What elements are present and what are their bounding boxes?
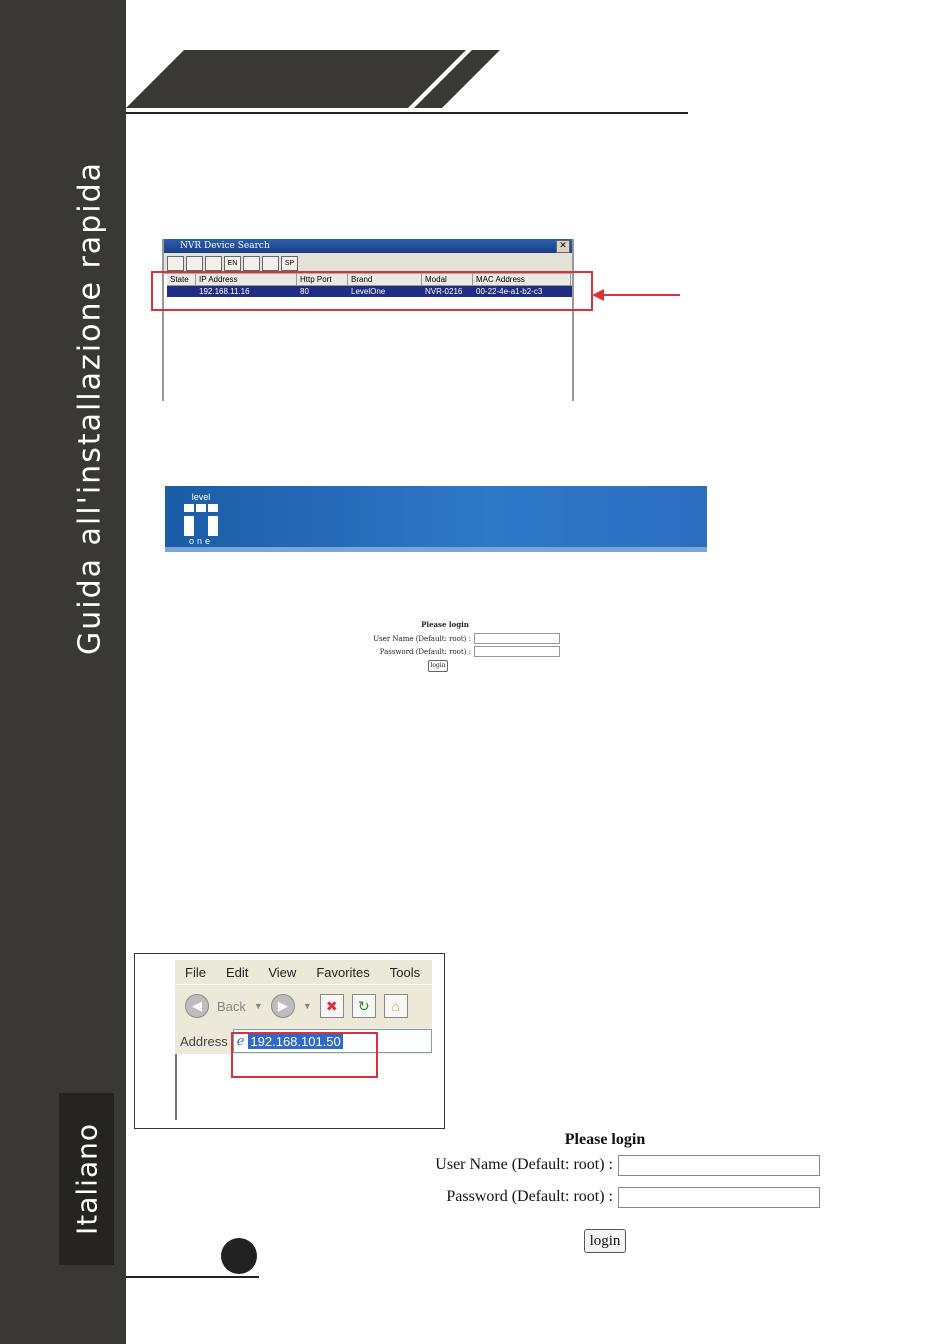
username-row	[410, 1149, 820, 1181]
logo-text-bottom: one	[188, 536, 214, 546]
search-tool-button[interactable]	[167, 256, 184, 271]
address-highlight-box	[231, 1032, 378, 1078]
banner-stripe	[165, 547, 707, 552]
address-label: Address	[180, 1033, 228, 1049]
browser-toolbar	[175, 984, 432, 1027]
column-mac-address[interactable]: MAC Address	[473, 274, 571, 285]
levelone-banner	[165, 486, 707, 552]
header-rule	[126, 112, 688, 114]
address-value: 192.168.101.50	[250, 1033, 341, 1049]
english-tool-button[interactable]: EN	[224, 256, 241, 271]
password-row	[330, 645, 560, 658]
back-label[interactable]: Back	[217, 998, 246, 1014]
login-title: Please login	[564, 1131, 646, 1148]
dropdown-icon[interactable]: ▼	[302, 1001, 312, 1011]
cell-ip-address: 192.168.11.16	[199, 287, 250, 296]
footer-rule	[126, 1276, 259, 1278]
username-row	[330, 632, 560, 645]
nvr-window-titlebar	[164, 239, 572, 253]
language-label: Italiano	[70, 1123, 103, 1235]
column-http-port[interactable]: Http Port	[297, 274, 348, 285]
dropdown-icon[interactable]: ▼	[253, 1001, 263, 1011]
column-ip-address[interactable]: IP Address	[196, 274, 297, 285]
stop-icon[interactable]: ✖	[320, 994, 344, 1018]
password-row	[410, 1181, 820, 1213]
login-form-large	[410, 1131, 820, 1249]
cell-mac-address: 00-22-4e-a1-b2-c3	[476, 287, 543, 296]
refresh-icon[interactable]: ↻	[352, 994, 376, 1018]
username-label: User Name (Default: root) :	[435, 1156, 613, 1173]
login-button[interactable]: login	[428, 660, 448, 672]
page-icon: ℯ	[236, 1033, 245, 1048]
header-bar-large	[126, 50, 466, 108]
username-input[interactable]	[618, 1155, 820, 1176]
cell-modal: NVR-0216	[425, 287, 463, 296]
back-arrow-icon[interactable]: ◀	[185, 994, 209, 1018]
arrow-icon	[590, 286, 682, 304]
page-number-marker	[221, 1238, 257, 1274]
browser-screenshot	[134, 953, 445, 1129]
menu-edit[interactable]: Edit	[225, 965, 249, 980]
login-title: Please login	[421, 620, 469, 629]
header-graphic	[126, 46, 696, 118]
nvr-device-search-window	[162, 239, 574, 401]
language-b-tool-button[interactable]	[262, 256, 279, 271]
login-button[interactable]: login	[584, 1229, 626, 1253]
browser-menu-bar	[175, 960, 432, 984]
menu-file[interactable]: File	[185, 965, 206, 980]
globe-tool-button[interactable]	[205, 256, 222, 271]
menu-tools[interactable]: Tools	[389, 965, 421, 980]
logo-text-top: level	[191, 492, 211, 502]
password-input[interactable]	[474, 646, 560, 657]
logo-mark	[184, 504, 218, 536]
column-brand[interactable]: Brand	[348, 274, 422, 285]
username-input[interactable]	[474, 633, 560, 644]
sidebar-title: Guida all'installazione rapida	[72, 160, 108, 656]
menu-favorites[interactable]: Favorites	[316, 965, 370, 980]
column-state[interactable]: State	[167, 274, 196, 285]
password-label: Password (Default: root) :	[379, 647, 471, 656]
nvr-window-title: NVR Device Search	[180, 241, 270, 251]
highlight-box	[151, 271, 593, 311]
language-a-tool-button[interactable]	[243, 256, 260, 271]
password-input[interactable]	[618, 1187, 820, 1208]
column-modal[interactable]: Modal	[422, 274, 473, 285]
cell-http-port: 80	[300, 287, 309, 296]
list-tool-button[interactable]	[186, 256, 203, 271]
close-icon[interactable]: ✕	[556, 240, 570, 253]
login-form-small	[330, 620, 560, 672]
cell-brand: LevelOne	[351, 287, 386, 296]
menu-view[interactable]: View	[268, 965, 297, 980]
language-tab	[59, 1093, 114, 1265]
spanish-tool-button[interactable]: SP	[281, 256, 298, 271]
username-label: User Name (Default: root) :	[373, 634, 471, 643]
sidebar	[0, 0, 126, 1344]
password-label: Password (Default: root) :	[446, 1188, 613, 1205]
forward-arrow-icon[interactable]: ▶	[271, 994, 295, 1018]
home-icon[interactable]: ⌂	[384, 994, 408, 1018]
levelone-logo	[183, 492, 219, 546]
